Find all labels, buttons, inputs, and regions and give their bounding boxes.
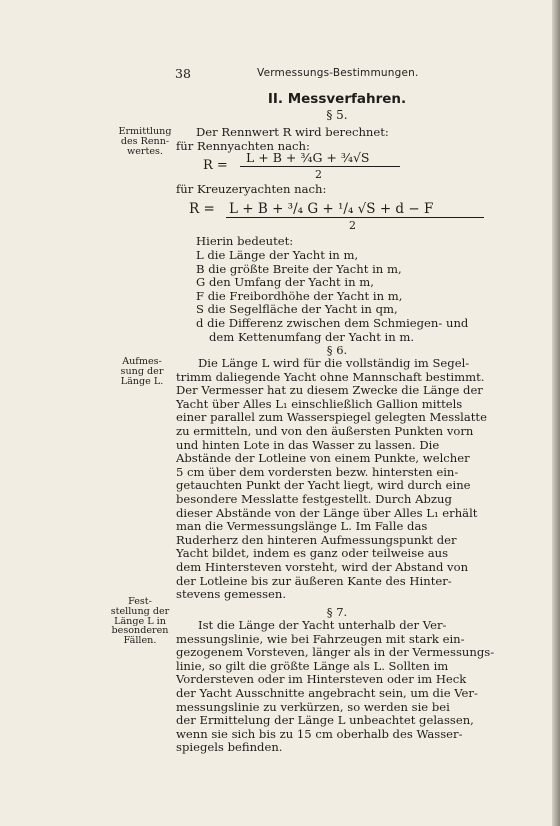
formula-2-fraction-bar (226, 217, 484, 218)
definition-list (196, 249, 496, 344)
text-line: der Lotleine bis zur äußeren Kante des Hinter- (176, 573, 452, 588)
margin-note-line: Länge L in (114, 615, 166, 627)
margin-note-rennwert (112, 127, 178, 156)
paragraph-6-text (176, 357, 498, 602)
text-line: trimm daliegende Yacht ohne Mannschaft bestimmt. (176, 369, 485, 384)
section-title: II. Messverfahren. (267, 91, 407, 107)
formula-1-fraction-bar (240, 166, 400, 167)
text-line: Die Länge L wird für die vollständig im Segel- (198, 356, 470, 370)
text-line: messungslinie zu verkürzen, so werden sie bei (176, 699, 450, 714)
definition-item: B die größte Breite der Yacht in m, (196, 261, 402, 276)
paragraph-5-heading: § 5. (326, 108, 348, 122)
formula-2-denominator: 2 (349, 219, 356, 232)
margin-note-line: Ermittlung (118, 126, 172, 137)
text-line: man die Vermessungslänge L. Im Falle das (176, 519, 428, 534)
margin-note-line: sung der (120, 365, 164, 377)
definition-item: dem Kettenumfang der Yacht in m. (209, 329, 415, 344)
page-number: 38 (175, 66, 191, 81)
page-header (0, 66, 560, 82)
margin-note-feststellung (108, 597, 172, 646)
text-line: Vordersteven oder im Hintersteven oder im Heck (176, 672, 467, 687)
margin-note-line: besonderen (111, 625, 169, 637)
text-line: linie, so gilt die größte Länge als L. Sollten im (176, 658, 449, 673)
formula-2-lhs: R = (189, 201, 215, 217)
text-line: Yacht über Alles L₁ einschließlich Gallion mittels (176, 396, 463, 411)
formula-2-numerator: L + B + ³/₄ G + ¹/₄ √S + d − F (229, 201, 434, 217)
text-line: der Ermittelung der Länge L unbeachtet gelassen, (176, 713, 474, 728)
text-line: spiegels befinden. (176, 740, 283, 755)
text-line: Ist die Länge der Yacht unterhalb der Ver- (198, 618, 447, 632)
text-line: dem Hintersteven vorsteht, wird der Abstand von (176, 559, 469, 574)
text-line: und hinten Lote in das Wasser zu lassen. Die (176, 437, 440, 452)
margin-note-line: Länge L. (120, 375, 164, 387)
text-line: gezogenem Vorsteven, länger als in der Vermessungs- (176, 645, 495, 660)
formula-1-lhs: R = (203, 158, 228, 173)
text-line: dieser Abstände von der Länge über Alles L₁ erhält (176, 505, 478, 520)
text-line: stevens gemessen. (176, 587, 287, 602)
text-line: Ruderherz den hinteren Aufmessungspunkt der (176, 532, 457, 547)
paragraph-7-text (176, 619, 498, 755)
text-line: zu ermitteln, und von den äußersten Punkten vorn (176, 423, 474, 438)
margin-note-line: Fällen. (123, 635, 157, 647)
hierin-label: Hierin bedeutet: (196, 234, 294, 248)
paragraph-6-heading: § 6. (326, 343, 348, 357)
text-line: 5 cm über dem vordersten bezw. hintersten ein- (176, 464, 459, 479)
margin-note-line: wertes. (127, 145, 163, 157)
margin-note-line: Fest- (128, 596, 152, 607)
text-line: besondere Messlatte festgestellt. Durch Abzug (176, 491, 452, 506)
text-line: Abstände der Lotleine von einem Punkte, welcher (176, 451, 470, 466)
margin-note-aufmessung (112, 357, 172, 386)
text-line: wenn sie sich bis zu 15 cm oberhalb des Wasser- (176, 726, 463, 741)
text-line: Der Vermesser hat zu diesem Zwecke die Länge der (176, 383, 483, 398)
paragraph-7-heading: § 7. (326, 605, 348, 619)
text-line: der Yacht Ausschnitte angebracht sein, um die Ver- (176, 685, 478, 700)
definition-item: d die Differenz zwischen dem Schmiegen- und (196, 315, 469, 330)
racing-yacht-label: für Rennyachten nach: (176, 139, 310, 153)
text-line: getauchten Punkt der Yacht liegt, wird durch eine (176, 478, 471, 493)
cruising-yacht-label: für Kreuzeryachten nach: (176, 182, 327, 196)
definition-item: S die Segelfläche der Yacht in qm, (196, 302, 398, 317)
margin-note-line: des Renn- (120, 135, 170, 147)
intro-line: Der Rennwert R wird berechnet: (196, 125, 389, 139)
margin-note-line: Aufmes- (122, 356, 162, 367)
definition-item: F die Freibordhöhe der Yacht in m, (196, 288, 403, 303)
text-line: messungslinie, wie bei Fahrzeugen mit stark ein- (176, 631, 465, 646)
definition-item: G den Umfang der Yacht in m, (196, 275, 374, 290)
page-edge-shadow (552, 0, 560, 826)
text-line: Yacht bildet, indem es ganz oder teilweise aus (176, 546, 449, 561)
formula-1-numerator: L + B + ¾G + ¾√S (246, 150, 370, 165)
running-title: Vermessungs-Bestimmungen. (257, 67, 419, 79)
text-line: einer parallel zum Wasserspiegel gelegten Messlatte (176, 410, 487, 425)
formula-1-denominator: 2 (315, 168, 322, 181)
definition-item: L die Länge der Yacht in m, (196, 248, 359, 262)
margin-note-line: stellung der (110, 605, 170, 617)
